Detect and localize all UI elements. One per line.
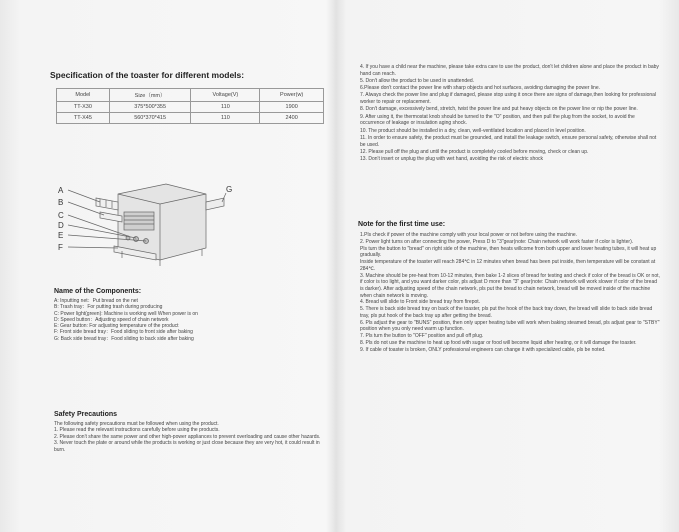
note-section bbox=[360, 232, 660, 354]
left-page bbox=[18, 8, 328, 522]
spec-cell: TT-X45 bbox=[57, 113, 110, 124]
list-item: D: Speed button：Adjusting speed of chain network bbox=[54, 316, 169, 323]
diagram-label-b: B bbox=[58, 198, 64, 207]
list-item: 7. Always check the power line and plug if damaged, please stop using it once there are signs of damage,then looking for professional worker to repair or replacement. bbox=[360, 92, 657, 106]
safety-title: Safety Precautions bbox=[54, 411, 118, 418]
list-item: Pls turn the button to "bread" on right side of the machine, then heats willcome from both upper and lower heating tubes, it will heat up gradually. bbox=[360, 245, 657, 259]
list-item: 4. If you have a child near the machine, please take extra care to use the product, don't let children alone and place the product in baby hand can reach. bbox=[360, 64, 659, 77]
list-item: 2. Power light turns on after connecting the power, Press D to "3"gear(note: Chain network will work faster if color is lighter). bbox=[360, 238, 634, 245]
list-item: F: Front side bread tray：Food sliding to front side after baking bbox=[54, 329, 193, 336]
list-item: 8. Pls do not use the machine to heat up food with sugar or food will become liquid after heating, or it will damage the toaster. bbox=[360, 340, 637, 347]
list-item: 1.Pls check if power of the machine comply with your local power or not before using the machine. bbox=[360, 232, 578, 238]
spec-cell: 2400 bbox=[260, 113, 324, 124]
spec-title: Specification of the toaster for different models: bbox=[50, 70, 245, 80]
diagram-label-g: G bbox=[226, 185, 233, 194]
list-item: 12. Please pull off the plug and until the product is completely cooled before moving, check or clean up. bbox=[360, 148, 589, 155]
list-item: C: Power light(green): Machine is working well When power is on bbox=[54, 310, 198, 317]
spec-cell: 375*500*355 bbox=[109, 102, 191, 113]
spec-cell: 110 bbox=[191, 113, 260, 124]
list-item: 13. Don't insert or unplug the plug with wet hand, avoiding the risk of electric shock bbox=[360, 155, 544, 162]
list-item: 5. Don't allow the product to be used in unattended. bbox=[360, 77, 475, 84]
spec-header: Power(w) bbox=[260, 89, 324, 102]
list-item: The following safety precautions must be followed when using the product. bbox=[54, 421, 219, 427]
diagram-label-f: F bbox=[58, 243, 63, 252]
diagram-label-a: A bbox=[58, 186, 64, 195]
spec-header: Model bbox=[57, 89, 110, 102]
spec-header-row bbox=[57, 89, 324, 102]
list-item: 8. Don't damage, excessively bend, stretch, twist the power line and put heavy objects on the power line or nip the power line. bbox=[360, 106, 638, 113]
list-item: 3. Never touch the plate or around while the products is working or just close because they are very hot, it could result in burn. bbox=[54, 440, 320, 453]
table-row bbox=[57, 102, 324, 113]
list-item: 10. The product should be installed in a dry, clean, well-ventilated location and placed in level position. bbox=[360, 127, 586, 134]
diagram-label-e: E bbox=[58, 231, 64, 240]
list-item: 4. Bread will slide to Front side bread tray from firepot. bbox=[360, 299, 481, 306]
list-item: 7. Pls turn the button to "OFF" position and pull off plug. bbox=[360, 333, 484, 340]
list-item: B: Trash tray：For putting trash during producing bbox=[54, 304, 163, 311]
list-item: 11. In order to ensure safety, the product must be grounded, and install the leakage switch, ensure personal safety, otherwise shall not be used. bbox=[360, 134, 657, 148]
list-item: 1. Please read the relevant instructions carefully before using the products. bbox=[54, 427, 220, 434]
components-title: Name of the Components: bbox=[54, 288, 142, 295]
list-item: G: Back side bread tray：Food sliding to back side after baking bbox=[54, 335, 194, 342]
spec-header: Voltage(V) bbox=[191, 89, 260, 102]
list-item: A: Inputting net：Put bread on the net bbox=[54, 298, 138, 304]
spec-cell: TT-X30 bbox=[57, 102, 110, 113]
list-item: 5. There is back side bread tray on back of the toaster, pls put the hook of the back tray down, the bread will slide to back side bread tray, pls put hook of the back tray up after getting the bread. bbox=[360, 306, 653, 319]
diagram-label-d: D bbox=[58, 221, 64, 230]
safety-section bbox=[54, 411, 324, 453]
list-item: 9. If cable of toaster is broken, ONLY professional engineers can change it with specialized cable, pls be noted. bbox=[360, 347, 606, 354]
components-section bbox=[54, 288, 204, 342]
note-title: Note for the first time use: bbox=[358, 221, 446, 228]
spec-cell: 110 bbox=[191, 102, 260, 113]
list-item: 6.Please don't contact the power line with sharp objects and hot surfaces, avoiding damaging the power line. bbox=[360, 85, 600, 92]
table-row bbox=[57, 113, 324, 124]
spec-header: Size（mm） bbox=[109, 89, 191, 102]
spec-table bbox=[56, 88, 324, 124]
list-item: 9. After using it, the thermostat knob should be turned to the "O" position, and then pull the plug from the socket, to avoid the occurrence of leakage or insulation aging shock. bbox=[360, 113, 635, 127]
diagram-label-c: C bbox=[58, 211, 64, 220]
list-item: E: Gear button: For adjusting temperature of the product bbox=[54, 323, 179, 330]
spec-cell: 560*370*415 bbox=[109, 113, 191, 124]
right-page bbox=[340, 8, 662, 522]
list-item: 3. Machine should be pre-heat from 10-12 minutes, then bake 1-2 slices of bread for testing and check if color of the bread is OK or not, if color is too light, and you want darker color, pls adjust D more than "3" gear(note: Chain network will work slower if color of the bread is darker). After adjusting speed of the chain network, pls put the bread to chain network, bread will be moved inside of the machine when chain network is moving. bbox=[360, 272, 660, 299]
list-item: 2. Please don't share the same power and other high-power appliances to prevent overloading and cause other hazards. bbox=[54, 433, 321, 440]
list-item: Inside temperature of the toaster will reach 284℃ in 12 minutes when bread has been put inside, then temperature will be constant at 284℃. bbox=[360, 259, 656, 272]
toaster-diagram bbox=[56, 176, 236, 276]
precautions-continued bbox=[360, 64, 660, 163]
spec-cell: 1900 bbox=[260, 102, 324, 113]
list-item: 6. Pls adjust the gear to "BUNS" position, then only upper heating tube will work when baking steamed bread, pls adjust gear to "STBY" position when you only need warm up function. bbox=[360, 319, 660, 333]
